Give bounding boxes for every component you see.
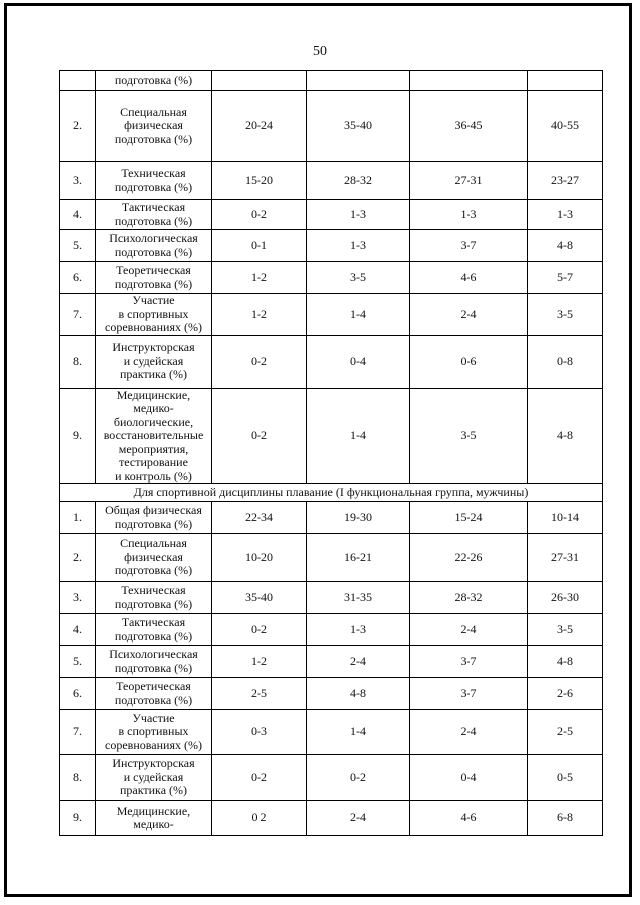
value-cell: 3-7: [410, 678, 528, 710]
value-cell: 1-3: [410, 200, 528, 230]
continuation-row: [60, 71, 603, 91]
row-name: Специальная физическая подготовка (%): [96, 534, 212, 582]
value-cell: [528, 71, 603, 91]
value-cell: 22-26: [410, 534, 528, 582]
value-cell: 0-2: [212, 388, 307, 484]
value-cell: 23-27: [528, 162, 603, 200]
value-cell: 1-4: [307, 388, 410, 484]
row-name: Медицинские, медико- биологические, восстановительные мероприятия, тестирование и контроль (%): [96, 388, 212, 484]
value-cell: 28-32: [410, 582, 528, 614]
value-cell: 19-30: [307, 502, 410, 534]
value-cell: 5-7: [528, 262, 603, 294]
value-cell: 2-4: [307, 646, 410, 678]
row-number: 3.: [60, 162, 96, 200]
value-cell: 27-31: [410, 162, 528, 200]
training-plan-table: [59, 70, 603, 836]
value-cell: 3-7: [410, 230, 528, 262]
value-cell: 3-5: [410, 388, 528, 484]
value-cell: 28-32: [307, 162, 410, 200]
value-cell: 15-24: [410, 502, 528, 534]
value-cell: 0-2: [212, 755, 307, 801]
value-cell: 10-20: [212, 534, 307, 582]
row-name: Специальная физическая подготовка (%): [96, 91, 212, 162]
table-row: [60, 162, 603, 200]
row-name: Участие в спортивных соревнованиях (%): [96, 294, 212, 336]
value-cell: 2-5: [528, 710, 603, 755]
section-header-row: [60, 484, 603, 502]
value-cell: 10-14: [528, 502, 603, 534]
row-number: 1.: [60, 502, 96, 534]
value-cell: 35-40: [307, 91, 410, 162]
value-cell: 4-8: [528, 230, 603, 262]
value-cell: 4-6: [410, 801, 528, 836]
row-number: 9.: [60, 388, 96, 484]
value-cell: 3-5: [528, 614, 603, 646]
table-row: [60, 710, 603, 755]
row-number: 6.: [60, 678, 96, 710]
value-cell: 40-55: [528, 91, 603, 162]
row-number: 7.: [60, 710, 96, 755]
value-cell: 0-5: [528, 755, 603, 801]
value-cell: 0-2: [212, 335, 307, 388]
table-row: [60, 755, 603, 801]
value-cell: 26-30: [528, 582, 603, 614]
value-cell: 2-4: [410, 294, 528, 336]
value-cell: 2-4: [410, 614, 528, 646]
value-cell: 3-5: [307, 262, 410, 294]
value-cell: 1-4: [307, 294, 410, 336]
value-cell: 1-3: [307, 230, 410, 262]
value-cell: 1-2: [212, 294, 307, 336]
row-name: Теоретическая подготовка (%): [96, 262, 212, 294]
row-number: 3.: [60, 582, 96, 614]
value-cell: [212, 71, 307, 91]
table-row: [60, 388, 603, 484]
value-cell: 1-3: [307, 614, 410, 646]
value-cell: 0-6: [410, 335, 528, 388]
value-cell: 2-4: [307, 801, 410, 836]
row-number: 7.: [60, 294, 96, 336]
value-cell: 1-2: [212, 262, 307, 294]
value-cell: 4-8: [528, 646, 603, 678]
value-cell: 0-2: [307, 755, 410, 801]
value-cell: 6-8: [528, 801, 603, 836]
value-cell: 0 2: [212, 801, 307, 836]
table-row: [60, 230, 603, 262]
value-cell: 3-7: [410, 646, 528, 678]
row-name: Тактическая подготовка (%): [96, 614, 212, 646]
table-row: [60, 534, 603, 582]
table-row: [60, 582, 603, 614]
value-cell: 22-34: [212, 502, 307, 534]
row-number: 5.: [60, 230, 96, 262]
row-number: 4.: [60, 200, 96, 230]
row-name: Общая физическая подготовка (%): [96, 502, 212, 534]
row-name: Инструкторская и судейская практика (%): [96, 335, 212, 388]
row-number: 2.: [60, 534, 96, 582]
table-row: [60, 678, 603, 710]
table-row: [60, 502, 603, 534]
value-cell: 1-4: [307, 710, 410, 755]
value-cell: 1-3: [528, 200, 603, 230]
table-row: [60, 335, 603, 388]
row-number: 9.: [60, 801, 96, 836]
row-name: Инструкторская и судейская практика (%): [96, 755, 212, 801]
table-row: [60, 801, 603, 836]
value-cell: 2-4: [410, 710, 528, 755]
row-name: Техническая подготовка (%): [96, 162, 212, 200]
value-cell: 3-5: [528, 294, 603, 336]
value-cell: 27-31: [528, 534, 603, 582]
row-number: 5.: [60, 646, 96, 678]
value-cell: 35-40: [212, 582, 307, 614]
value-cell: 4-6: [410, 262, 528, 294]
value-cell: [307, 71, 410, 91]
value-cell: 0-4: [307, 335, 410, 388]
row-name: Теоретическая подготовка (%): [96, 678, 212, 710]
row-name: Техническая подготовка (%): [96, 582, 212, 614]
table-row: [60, 614, 603, 646]
value-cell: 36-45: [410, 91, 528, 162]
value-cell: 1-3: [307, 200, 410, 230]
value-cell: 0-4: [410, 755, 528, 801]
value-cell: 0-2: [212, 614, 307, 646]
row-number: 8.: [60, 755, 96, 801]
table-row: [60, 91, 603, 162]
row-number: 4.: [60, 614, 96, 646]
row-number: 6.: [60, 262, 96, 294]
row-name: Участие в спортивных соревнованиях (%): [96, 710, 212, 755]
row-number: 8.: [60, 335, 96, 388]
value-cell: 0-2: [212, 200, 307, 230]
row-name: подготовка (%): [96, 71, 212, 91]
table-row: [60, 262, 603, 294]
value-cell: 2-6: [528, 678, 603, 710]
row-name: Медицинские, медико-: [96, 801, 212, 836]
value-cell: 31-35: [307, 582, 410, 614]
table-row: [60, 200, 603, 230]
value-cell: 0-8: [528, 335, 603, 388]
table-row: [60, 646, 603, 678]
value-cell: [410, 71, 528, 91]
value-cell: 0-1: [212, 230, 307, 262]
value-cell: 1-2: [212, 646, 307, 678]
section-title: Для спортивной дисциплины плавание (I функциональная группа, мужчины): [60, 484, 603, 502]
value-cell: 2-5: [212, 678, 307, 710]
value-cell: 20-24: [212, 91, 307, 162]
value-cell: 16-21: [307, 534, 410, 582]
row-name: Тактическая подготовка (%): [96, 200, 212, 230]
page-number: 50: [313, 44, 327, 59]
table-row: [60, 294, 603, 336]
row-name: Психологическая подготовка (%): [96, 230, 212, 262]
value-cell: 4-8: [528, 388, 603, 484]
row-name: Психологическая подготовка (%): [96, 646, 212, 678]
value-cell: 15-20: [212, 162, 307, 200]
value-cell: 0-3: [212, 710, 307, 755]
value-cell: 4-8: [307, 678, 410, 710]
row-number: [60, 71, 96, 91]
row-number: 2.: [60, 91, 96, 162]
